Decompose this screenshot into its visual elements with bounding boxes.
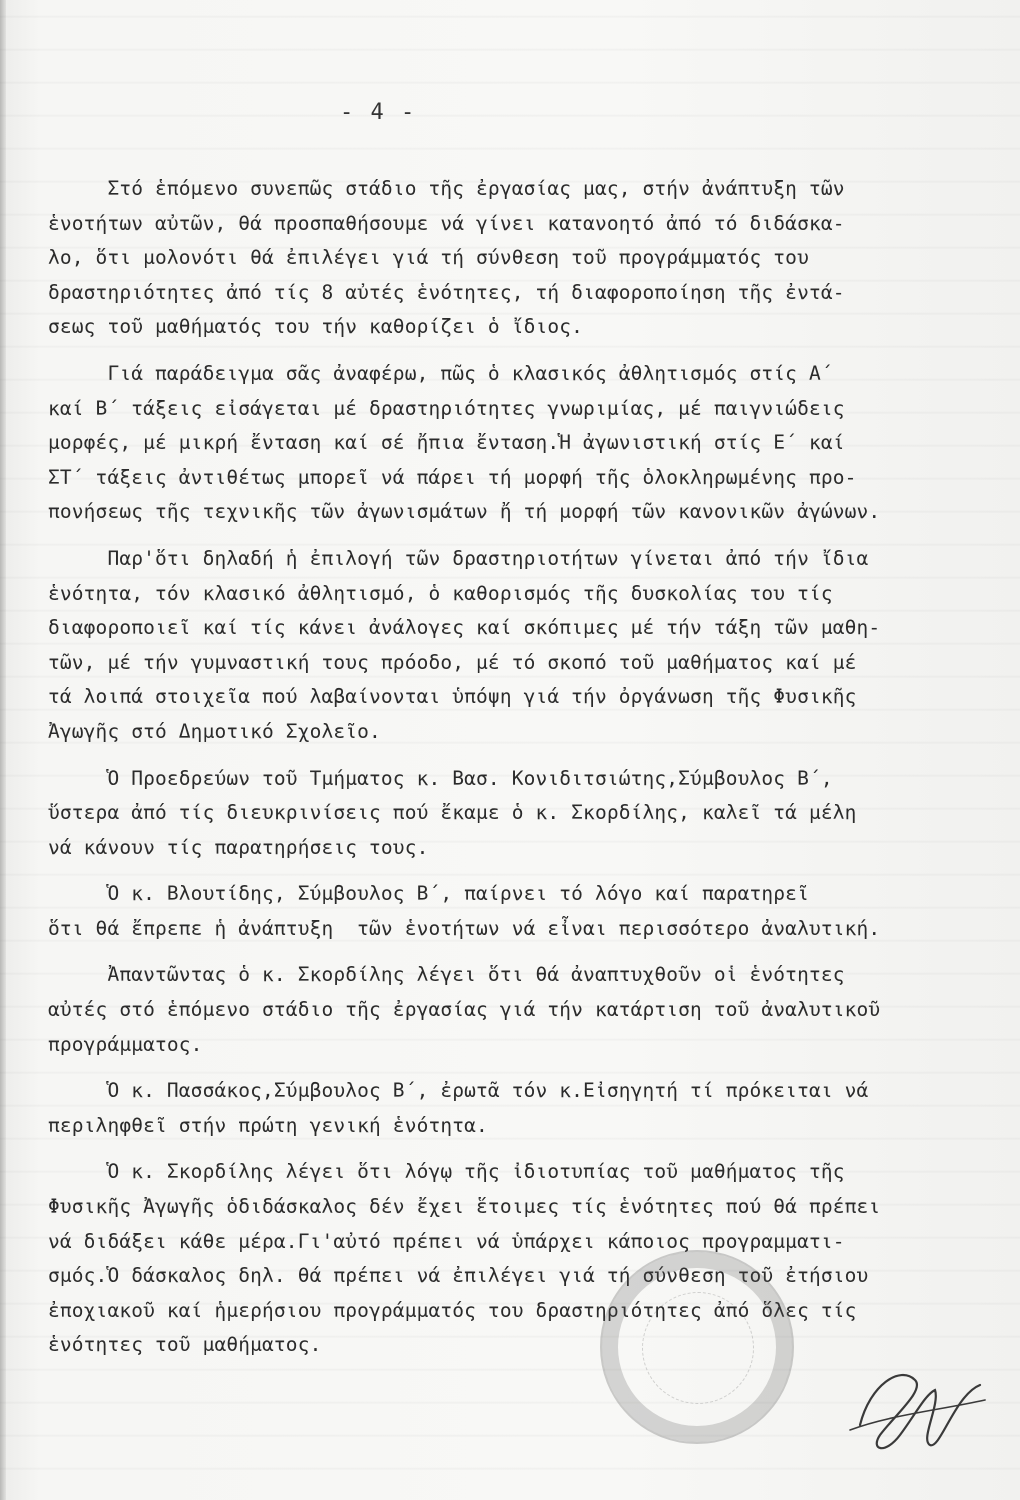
text-line: ΣΤ΄ τάξεις ἀντιθέτως μπορεῖ νά πάρει τή μορφή τῆς ὁλοκληρωμένης προ- [48, 465, 857, 489]
page-number: - 4 - [340, 100, 417, 125]
paragraph [48, 542, 1016, 750]
seal-inner-ring [642, 1292, 754, 1404]
text-line: σμός.Ὁ δάσκαλος δηλ. θά πρέπει νά ἐπιλέγει γιά τή σύνθεση τοῦ ἐτήσιου [48, 1264, 869, 1288]
text-line: Γιά παράδειγμα σᾶς ἀναφέρω, πῶς ὁ κλασικός ἀθλητισμός στίς Α΄ [48, 361, 833, 385]
paragraph [48, 172, 1016, 345]
text-line: Ὁ Προεδρεύων τοῦ Τμήματος κ. Βασ. Κονιδιτσιώτης,Σύμβουλος Β΄, [48, 766, 833, 790]
text-line: ἑνότητα, τόν κλασικό ἀθλητισμό, ὁ καθορισμός τῆς δυσκολίας του τίς [48, 581, 833, 605]
official-seal-stamp [600, 1250, 794, 1444]
text-line: ἑνότητες τοῦ μαθήματος. [48, 1333, 322, 1357]
paragraph [48, 1074, 1016, 1143]
paragraph [48, 958, 1016, 1062]
text-line: νά κάνουν τίς παρατηρήσεις τους. [48, 835, 429, 859]
paragraph-gap [48, 345, 1016, 357]
text-line: Ὁ κ. Πασσάκος,Σύμβουλος Β΄, ἐρωτᾶ τόν κ.Εἰσηγητή τί πρόκειται νά [48, 1079, 869, 1103]
text-line: Στό ἑπόμενο συνεπῶς στάδιο τῆς ἐργασίας μας, στήν ἀνάπτυξη τῶν [48, 177, 845, 200]
text-line: τά λοιπά στοιχεῖα πού λαβαίνονται ὑπόψη γιά τήν ὀργάνωση τῆς Φυσικῆς [48, 685, 857, 709]
text-line: περιληφθεῖ στήν πρώτη γενική ἑνότητα. [48, 1113, 488, 1137]
paragraph-gap [48, 1143, 1016, 1155]
text-line: ὕστερα ἀπό τίς διευκρινίσεις πού ἔκαμε ὁ κ. Σκορδίλης, καλεῖ τά μέλη [48, 801, 857, 825]
paragraph [48, 1155, 1016, 1363]
paragraph-gap [48, 530, 1016, 542]
paragraph-gap [48, 750, 1016, 762]
text-line: Ὁ κ. Σκορδίλης λέγει ὅτι λόγῳ τῆς ἰδιοτυπίας τοῦ μαθήματος τῆς [48, 1160, 845, 1184]
handwritten-signature [840, 1355, 990, 1465]
text-line: προγράμματος. [48, 1032, 203, 1056]
text-line: λο, ὅτι μολονότι θά ἐπιλέγει γιά τή σύνθεση τοῦ προγράμματός του [48, 246, 809, 270]
paragraph-gap [48, 865, 1016, 877]
text-line: Ὁ κ. Βλουτίδης, Σύμβουλος Β΄, παίρνει τό λόγο καί παρατηρεῖ [48, 882, 809, 906]
text-line: ἐποχιακοῦ καί ἡμερήσιου προγράμματός του δραστηριότητες ἀπό ὅλες τίς [48, 1298, 857, 1322]
text-line: Φυσικῆς Ἀγωγῆς ὁδιδάσκαλος δέν ἔχει ἕτοιμες τίς ἑνότητες πού θά πρέπει [48, 1195, 881, 1219]
text-line: Παρ'ὅτι δηλαδή ἡ ἐπιλογή τῶν δραστηριοτήτων γίνεται ἀπό τήν ἴδια [48, 546, 869, 570]
text-line: πονήσεως τῆς τεχνικῆς τῶν ἀγωνισμάτων ἤ τή μορφή τῶν κανονικῶν ἀγώνων. [48, 500, 881, 524]
text-line: σεως τοῦ μαθήματός του τήν καθορίζει ὁ ἴδιος. [48, 315, 584, 339]
text-line: καί Β΄ τάξεις εἰσάγεται μέ δραστηριότητες γνωριμίας, μέ παιγνιώδεις [48, 396, 845, 420]
paragraph [48, 762, 1016, 866]
text-line: ἑνοτήτων αὐτῶν, θά προσπαθήσουμε νά γίνει κατανοητό ἀπό τό διδάσκα- [48, 211, 845, 235]
text-line: αὐτές στό ἑπόμενο στάδιο τῆς ἐργασίας γιά τήν κατάρτιση τοῦ ἀναλυτικοῦ [48, 998, 881, 1022]
text-line: μορφές, μέ μικρή ἔνταση καί σέ ἤπια ἔνταση.Ἡ ἀγωνιστική στίς Ε΄ καί [48, 431, 845, 455]
page-edge-shadow [0, 0, 6, 1500]
paragraph [48, 357, 1016, 530]
body-text [48, 172, 1016, 1363]
paragraph-gap [48, 946, 1016, 958]
text-line: ὅτι θά ἔπρεπε ἡ ἀνάπτυξη τῶν ἑνοτήτων νά εἶναι περισσότερο ἀναλυτική. [48, 916, 881, 940]
text-line: Ἀγωγῆς στό Δημοτικό Σχολεῖο. [48, 719, 381, 743]
text-line: τῶν, μέ τήν γυμναστική τους πρόοδο, μέ τό σκοπό τοῦ μαθήματος καί μέ [48, 650, 857, 674]
text-line: δραστηριότητες ἀπό τίς 8 αὐτές ἑνότητες, τή διαφοροποίηση τῆς ἐντά- [48, 280, 845, 304]
paragraph-gap [48, 1062, 1016, 1074]
text-line: Ἀπαντῶντας ὁ κ. Σκορδίλης λέγει ὅτι θά ἀναπτυχθοῦν οἱ ἑνότητες [48, 963, 845, 987]
text-line: διαφοροποιεῖ καί τίς κάνει ἀνάλογες καί σκόπιμες μέ τήν τάξη τῶν μαθη- [48, 616, 881, 640]
text-line: νά διδάξει κάθε μέρα.Γι'αὐτό πρέπει νά ὑπάρχει κάποιος προγραμματι- [48, 1229, 845, 1253]
paragraph [48, 877, 1016, 946]
